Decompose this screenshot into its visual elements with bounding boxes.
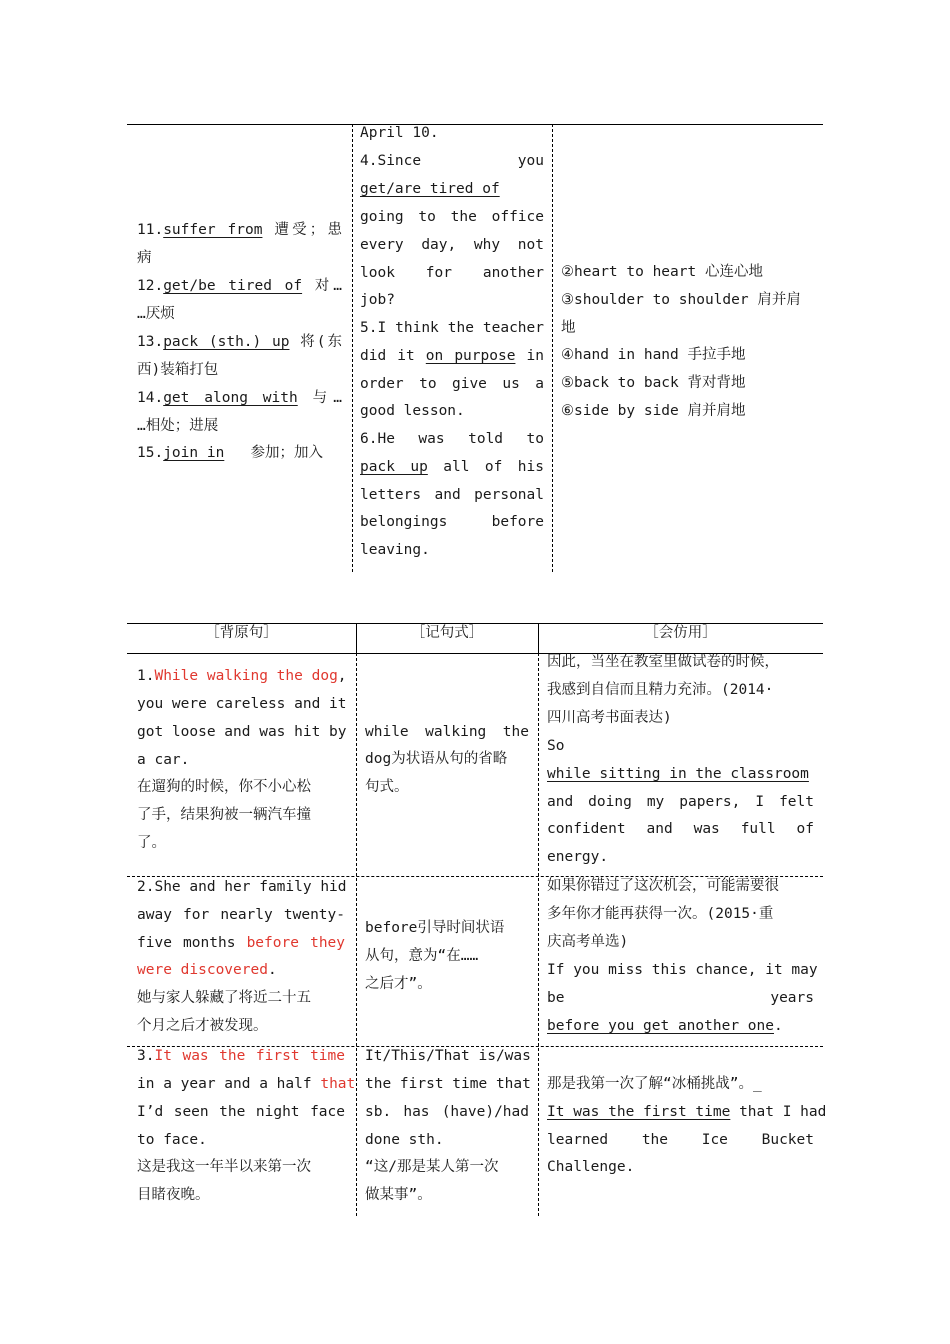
original-sentence-line: I’d seen the night face xyxy=(137,1104,345,1120)
imitation-line: confident and was full of xyxy=(547,821,814,837)
example-line: every day, why not xyxy=(360,237,544,253)
pattern-line: before引导时间状语 xyxy=(365,920,505,936)
original-translation-line: 她与家人躲藏了将近二十五 xyxy=(137,990,311,1006)
imitation-line: learned the Ice Bucket xyxy=(547,1132,814,1148)
example-line: look for another xyxy=(360,265,544,281)
table1-divider-1 xyxy=(352,124,353,572)
phrase-item-12: 12.get/be tired of 对… xyxy=(137,278,342,294)
extension-line: ⑥side by side 肩并肩地 xyxy=(561,403,746,419)
original-translation-line: 了。 xyxy=(137,835,166,851)
phrase-item-14: 14.get along with 与… xyxy=(137,390,343,406)
imitation-line: Challenge. xyxy=(547,1159,635,1175)
original-translation-line: 在遛狗的时候，你不小心松 xyxy=(137,779,311,795)
example-line: order to give us a xyxy=(360,376,544,392)
example-line: get/are tired of xyxy=(360,181,500,197)
extension-line: ④hand in hand 手拉手地 xyxy=(561,347,746,363)
imitation-line: So xyxy=(547,738,565,754)
extension-line: ⑤back to back 背对背地 xyxy=(561,375,746,391)
imitation-line: 四川高考书面表达) xyxy=(547,710,672,726)
original-sentence-line: 1.While walking the dog, xyxy=(137,668,347,684)
header-sentence-pattern: ［记句式］ xyxy=(410,625,484,641)
phrase-item-12-cont: …厌烦 xyxy=(137,306,175,322)
imitation-line: 我感到自信而且精力充沛。(2014· xyxy=(547,682,774,698)
pattern-line: done sth. xyxy=(365,1132,444,1148)
pattern-line: while walking the xyxy=(365,724,529,740)
imitation-line: and doing my papers, I felt xyxy=(547,794,814,810)
imitation-line: 庆高考单选) xyxy=(547,934,629,950)
phrase-item-13: 13.pack (sth.) up 将(东 xyxy=(137,334,343,350)
table1-divider-2 xyxy=(552,124,553,572)
pattern-line: 做某事”。 xyxy=(365,1187,432,1203)
pattern-line: sb. has (have)/had xyxy=(365,1104,529,1120)
pattern-line: the first time that xyxy=(365,1076,531,1092)
imitation-line: 如果你错过了这次机会，可能需要很 xyxy=(547,878,779,894)
example-line: belongings before xyxy=(360,514,544,530)
example-line: going to the office xyxy=(360,209,544,225)
example-line: letters and personal xyxy=(360,487,544,503)
phrase-item-14-cont: …相处；进展 xyxy=(137,418,219,434)
example-line: 6.He was told to xyxy=(360,431,544,447)
original-translation-line: 目睹夜晚。 xyxy=(137,1187,210,1203)
imitation-answer-line: while sitting in the classroom xyxy=(547,766,809,782)
imitation-line: 多年你才能再获得一次。(2015·重 xyxy=(547,906,774,922)
phrase-item-11-cont: 病 xyxy=(137,250,152,266)
imitation-line: 因此，当坐在教室里做试卷的时候， xyxy=(547,654,779,670)
header-imitation-use: ［会仿用］ xyxy=(644,625,717,641)
header-recite-original: ［背原句］ xyxy=(205,625,278,641)
extension-line: 地 xyxy=(561,320,576,336)
original-sentence-line: 2.She and her family hid xyxy=(137,879,347,895)
original-sentence-line: five months before they xyxy=(137,935,346,951)
original-sentence-line: got loose and was hit by xyxy=(137,724,347,740)
original-translation-line: 个月之后才被发现。 xyxy=(137,1018,268,1034)
phrase-item-15: 15.join in 参加；加入 xyxy=(137,445,324,461)
extension-line: ②heart to heart 心连心地 xyxy=(561,264,763,280)
example-line: good lesson. xyxy=(360,403,465,419)
pattern-line: It/This/That is/was xyxy=(365,1048,531,1064)
table1-top-border xyxy=(127,124,823,125)
original-sentence-line: away for nearly twenty- xyxy=(137,907,345,923)
pattern-line: dog为状语从句的省略 xyxy=(365,751,508,767)
phrase-item-11: 11.suffer from 遭受；患 xyxy=(137,222,342,238)
example-line: pack up all of his xyxy=(360,459,545,475)
example-line: April 10. xyxy=(360,125,439,141)
extension-line: ③shoulder to shoulder 肩并肩 xyxy=(561,292,801,308)
original-translation-line: 这是我这一年半以来第一次 xyxy=(137,1159,311,1175)
table2-divider-2-body xyxy=(538,653,539,1216)
imitation-line: energy. xyxy=(547,849,609,865)
imitation-answer-line: It was the first time that I had xyxy=(547,1104,827,1120)
example-line: leaving. xyxy=(360,542,430,558)
pattern-line: “这/那是某人第一次 xyxy=(365,1159,499,1175)
original-sentence-line: 3.It was the first time xyxy=(137,1048,345,1064)
original-translation-line: 了手，结果狗被一辆汽车撞 xyxy=(137,807,311,823)
example-line: 5.I think the teacher xyxy=(360,320,544,336)
original-sentence-line: to face. xyxy=(137,1132,207,1148)
example-line: job? xyxy=(360,292,395,308)
pattern-line: 之后才”。 xyxy=(365,976,432,992)
original-sentence-line: a car. xyxy=(137,752,190,768)
imitation-answer-line: before you get another one. xyxy=(547,1018,783,1034)
original-sentence-line: were discovered. xyxy=(137,962,277,978)
imitation-line: If you miss this chance, it may xyxy=(547,962,818,978)
original-sentence-line: you were careless and it xyxy=(137,696,347,712)
example-line: did it on purpose in xyxy=(360,348,544,364)
table2-divider-1-body xyxy=(356,653,357,1216)
imitation-line: be years xyxy=(547,990,814,1006)
imitation-line: 那是我第一次了解“冰桶挑战”。_ xyxy=(547,1076,762,1092)
original-sentence-line: in a year and a half that xyxy=(137,1076,356,1092)
example-line: 4.Since you xyxy=(360,153,544,169)
pattern-line: 从句，意为“在…… xyxy=(365,948,479,964)
pattern-line: 句式。 xyxy=(365,779,409,795)
phrase-item-13-cont: 西)装箱打包 xyxy=(137,362,219,378)
